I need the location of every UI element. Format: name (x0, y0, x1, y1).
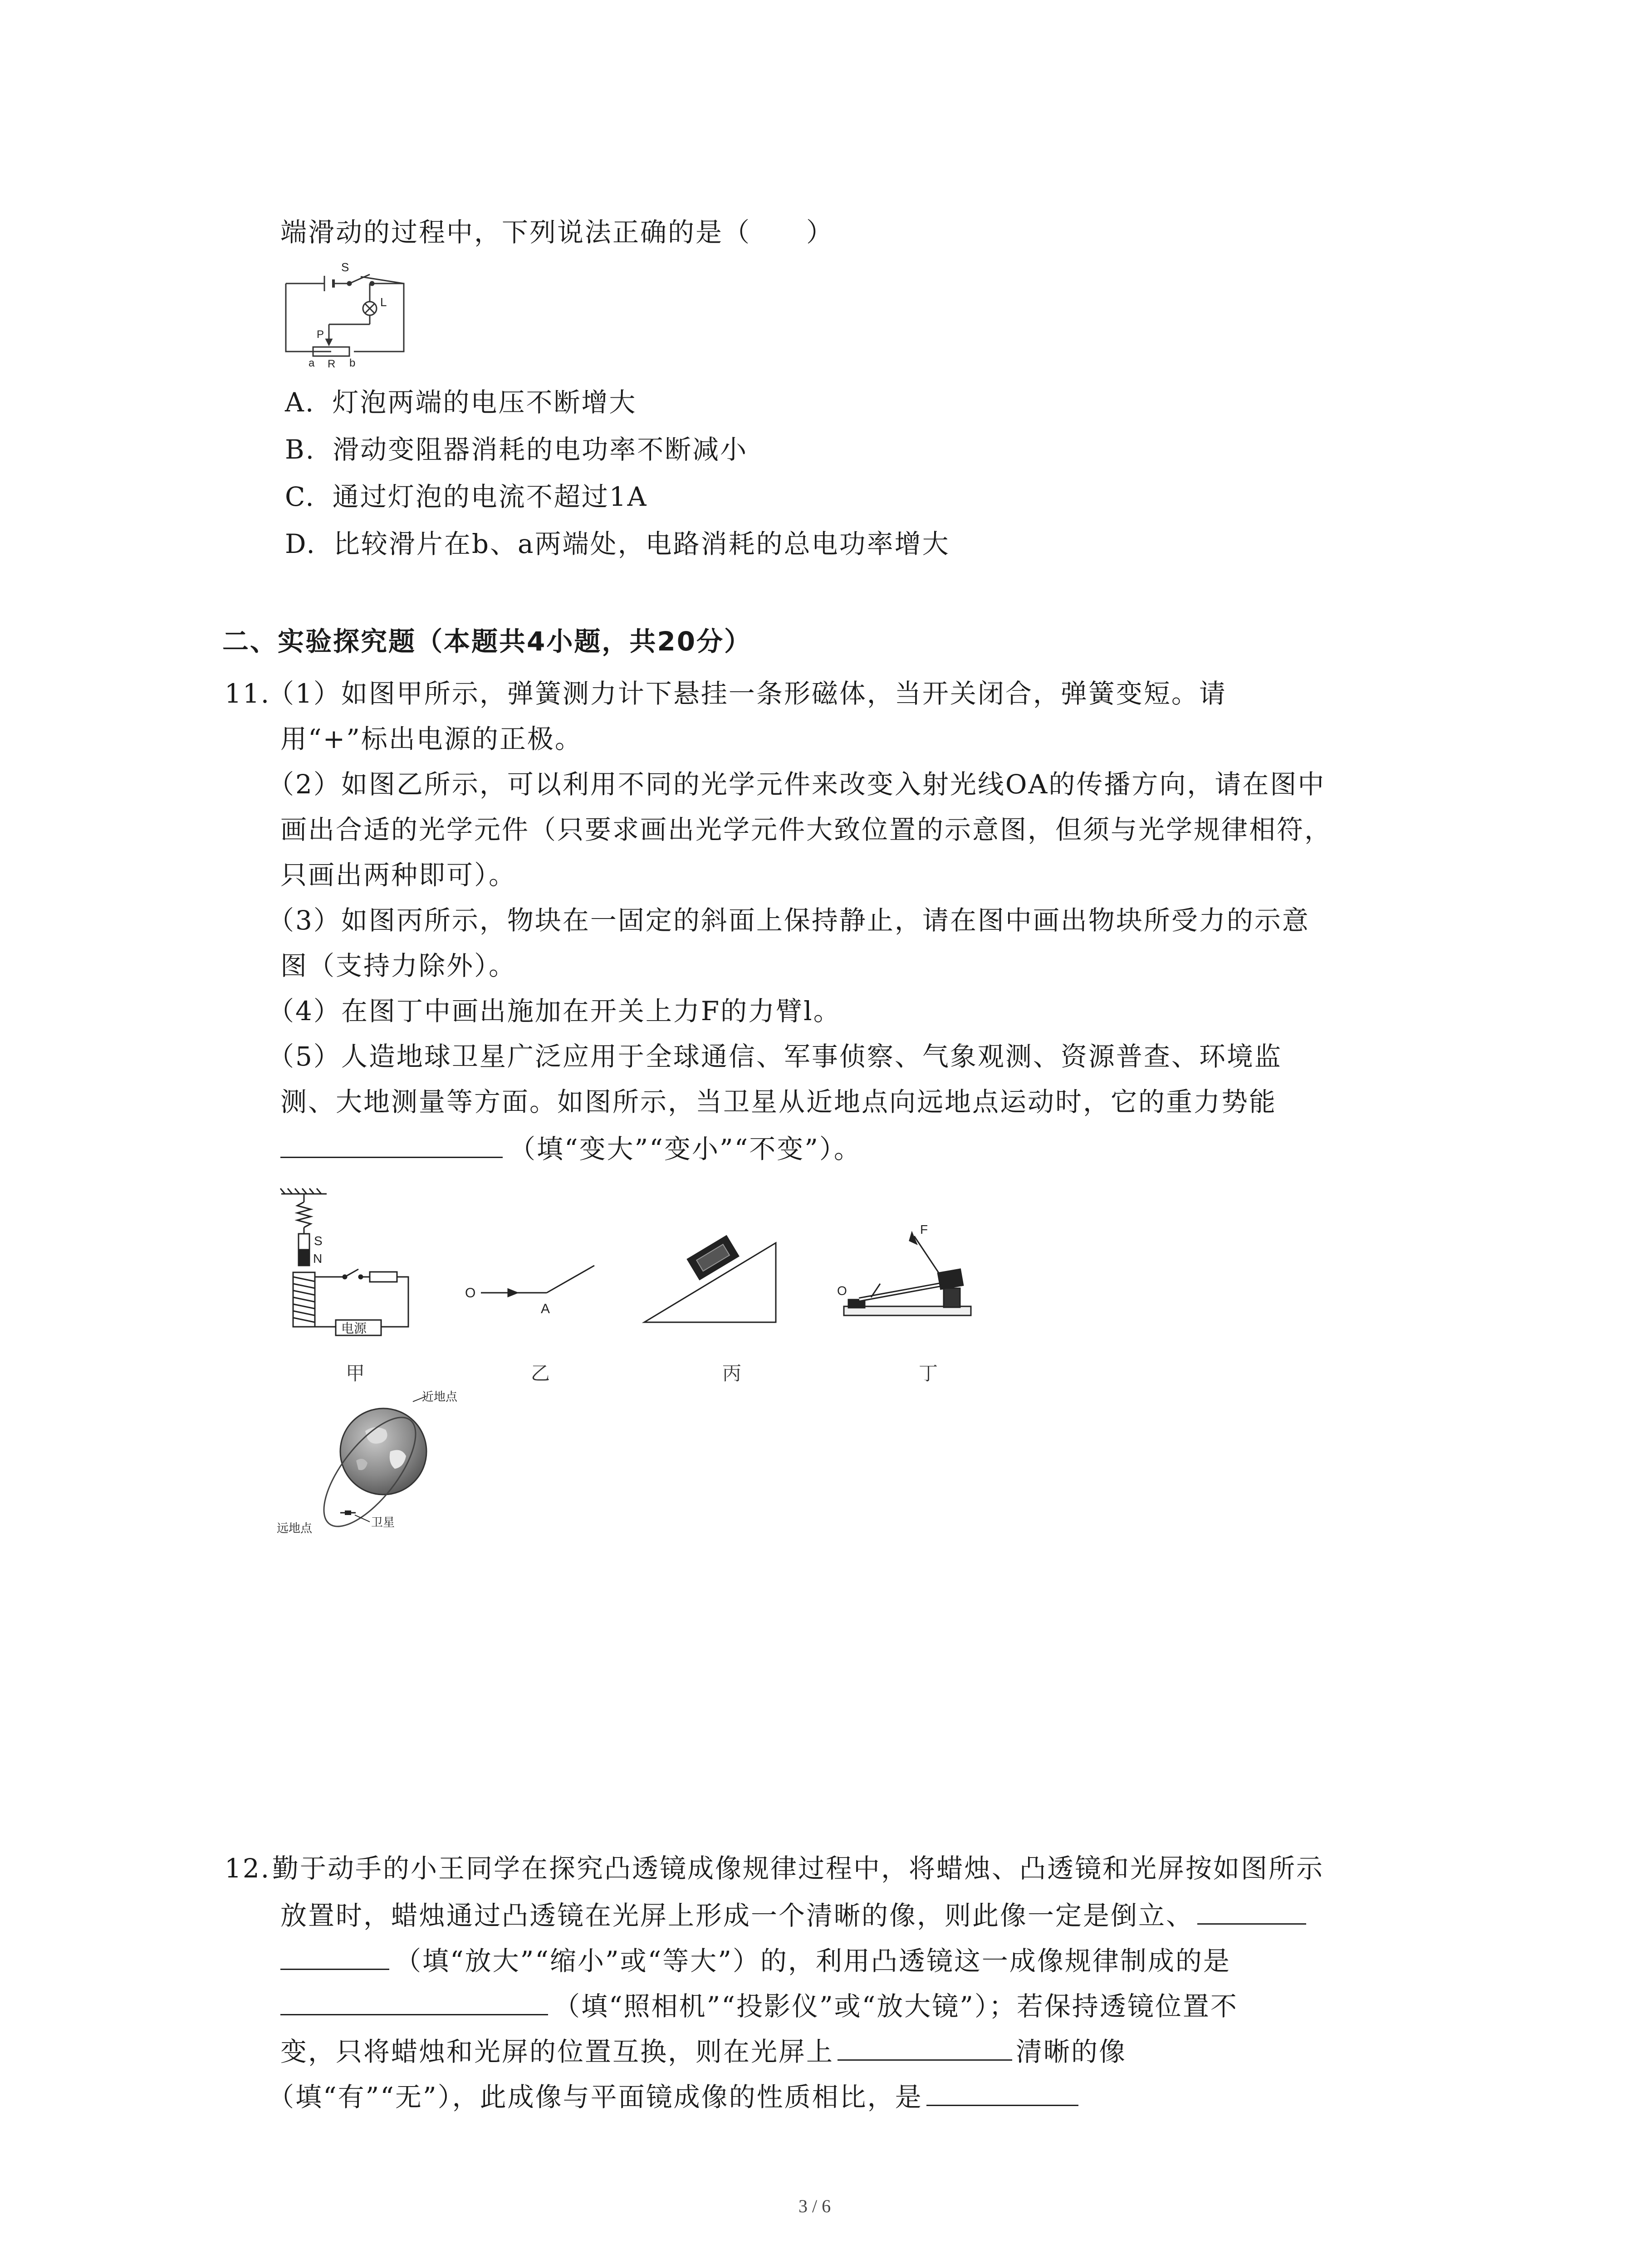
q10-option-b (285, 436, 748, 463)
answer-blank[interactable] (280, 1946, 389, 1970)
answer-blank[interactable] (1197, 1901, 1306, 1925)
q10-intro: 端滑动的过程中，下列说法正确的是（ ） (280, 217, 834, 248)
option-letter: B. (285, 434, 316, 465)
q11-part5-line2: 测、大地测量等方面。如图所示，当卫星从近地点向远地点运动时，它的重力势能 (280, 1086, 1277, 1117)
option-letter: A. (285, 387, 315, 418)
caption-bing: 丙 (722, 1362, 742, 1384)
q11-part4: （4）在图丁中画出施加在开关上力F的力臂l。 (268, 996, 841, 1026)
q11-part5-line1: （5）人造地球卫星广泛应用于全球通信、军事侦察、气象观测、资源普查、环境监 (268, 1041, 1282, 1072)
answer-blank[interactable] (280, 1134, 503, 1158)
q12-line5-row (280, 2037, 1127, 2065)
figure-ding (830, 1220, 985, 1329)
answer-blank[interactable] (280, 1991, 548, 2015)
circuit-label-b: b (349, 357, 356, 369)
q12-line4-row (280, 1991, 1238, 2022)
magnet-pole-n: N (313, 1251, 323, 1266)
q12-line3-row (280, 1946, 1231, 1974)
figure-satellite-orbit (277, 1388, 485, 1538)
answer-blank[interactable] (926, 2082, 1078, 2106)
q12-line5b: 清晰的像 (1016, 2036, 1127, 2067)
option-text: 滑动变阻器消耗的电功率不断减小 (333, 434, 748, 465)
option-letter: C. (285, 481, 315, 512)
q11-part5-line3-row (280, 1134, 862, 1162)
pivot-label-o: O (837, 1284, 847, 1298)
q12-line1: 勤于动手的小王同学在探究凸透镜成像规律过程中，将蜡烛、凸透镜和光屏按如图所示 (272, 1853, 1324, 1884)
ray-label-o: O (465, 1286, 476, 1300)
q11-part3-line2: 图（支持力除外）。 (280, 950, 517, 981)
q11-part2-line1: （2）如图乙所示，可以利用不同的光学元件来改变入射光线OA的传播方向，请在图中 (268, 769, 1326, 800)
answer-blank[interactable] (838, 2037, 1012, 2061)
q12-line2-row (280, 1901, 1306, 1929)
caption-ding: 丁 (919, 1362, 938, 1384)
q11-part2-line3: 只画出两种即可）。 (280, 860, 517, 890)
figure-jia (277, 1188, 422, 1352)
circuit-label-a: a (309, 357, 315, 369)
q11-part1-line1: （1）如图甲所示，弹簧测力计下悬挂一条形磁体，当开关闭合，弹簧变短。请 (268, 678, 1227, 709)
q12-line4: （填“照相机”“投影仪”或“放大镜”）；若保持透镜位置不 (554, 1991, 1238, 2022)
figure-bing (640, 1225, 785, 1329)
caption-jia: 甲 (346, 1362, 365, 1384)
q12-number: 12. (225, 1853, 271, 1884)
circuit-label-r: R (328, 358, 336, 370)
option-text: 灯泡两端的电压不断增大 (332, 387, 637, 418)
q11-part2-line2: 画出合适的光学元件（只要求画出光学元件大致位置的示意图，但须与光学规律相符， (280, 814, 1332, 845)
q11-part1-line2: 用“+”标出电源的正极。 (280, 723, 583, 754)
page-number: 3 / 6 (798, 2196, 831, 2216)
q12-line6-row (268, 2082, 1078, 2110)
power-source-label: 电源 (341, 1321, 367, 1336)
caption-yi: 乙 (531, 1362, 550, 1384)
q10-option-d (285, 528, 950, 559)
perigee-label: 近地点 (422, 1390, 458, 1404)
apogee-label: 远地点 (277, 1522, 313, 1535)
satellite-icon (340, 1510, 356, 1515)
earth-globe (340, 1408, 426, 1495)
q10-option-a (285, 387, 637, 418)
circuit-label-p: P (317, 328, 324, 341)
q12-line6: （填“有”“无”），此成像与平面镜成像的性质相比，是 (268, 2082, 923, 2112)
q12-line2: 放置时，蜡烛通过凸透镜在光屏上形成一个清晰的像，则此像一定是倒立、 (280, 1900, 1194, 1931)
section-heading: 二、实验探究题（本题共4小题，共20分） (222, 626, 752, 657)
option-text: 通过灯泡的电流不超过1A (332, 481, 648, 512)
q11-part5-line3: （填“变大”“变小”“不变”）。 (509, 1134, 862, 1164)
option-letter: D. (285, 528, 316, 559)
circuit-label-s: S (341, 260, 349, 274)
circuit-label-l: L (380, 295, 387, 309)
q11-number: 11. (225, 678, 271, 709)
force-label-f: F (920, 1222, 928, 1237)
q11-part3-line1: （3）如图丙所示，物块在一固定的斜面上保持静止，请在图中画出物块所受力的示意 (268, 905, 1310, 936)
circuit-diagram (281, 260, 417, 370)
figure-yi (463, 1252, 608, 1320)
q12-line5a: 变，只将蜡烛和光屏的位置互换，则在光屏上 (280, 2036, 834, 2067)
ray-label-a: A (541, 1301, 550, 1316)
magnet-pole-s: S (314, 1234, 323, 1248)
option-text: 比较滑片在b、a两端处，电路消耗的总电功率增大 (333, 528, 950, 559)
q10-option-c (285, 481, 648, 512)
q12-line3: （填“放大”“缩小”或“等大”）的，利用凸透镜这一成像规律制成的是 (395, 1945, 1231, 1976)
satellite-label: 卫星 (371, 1516, 395, 1530)
